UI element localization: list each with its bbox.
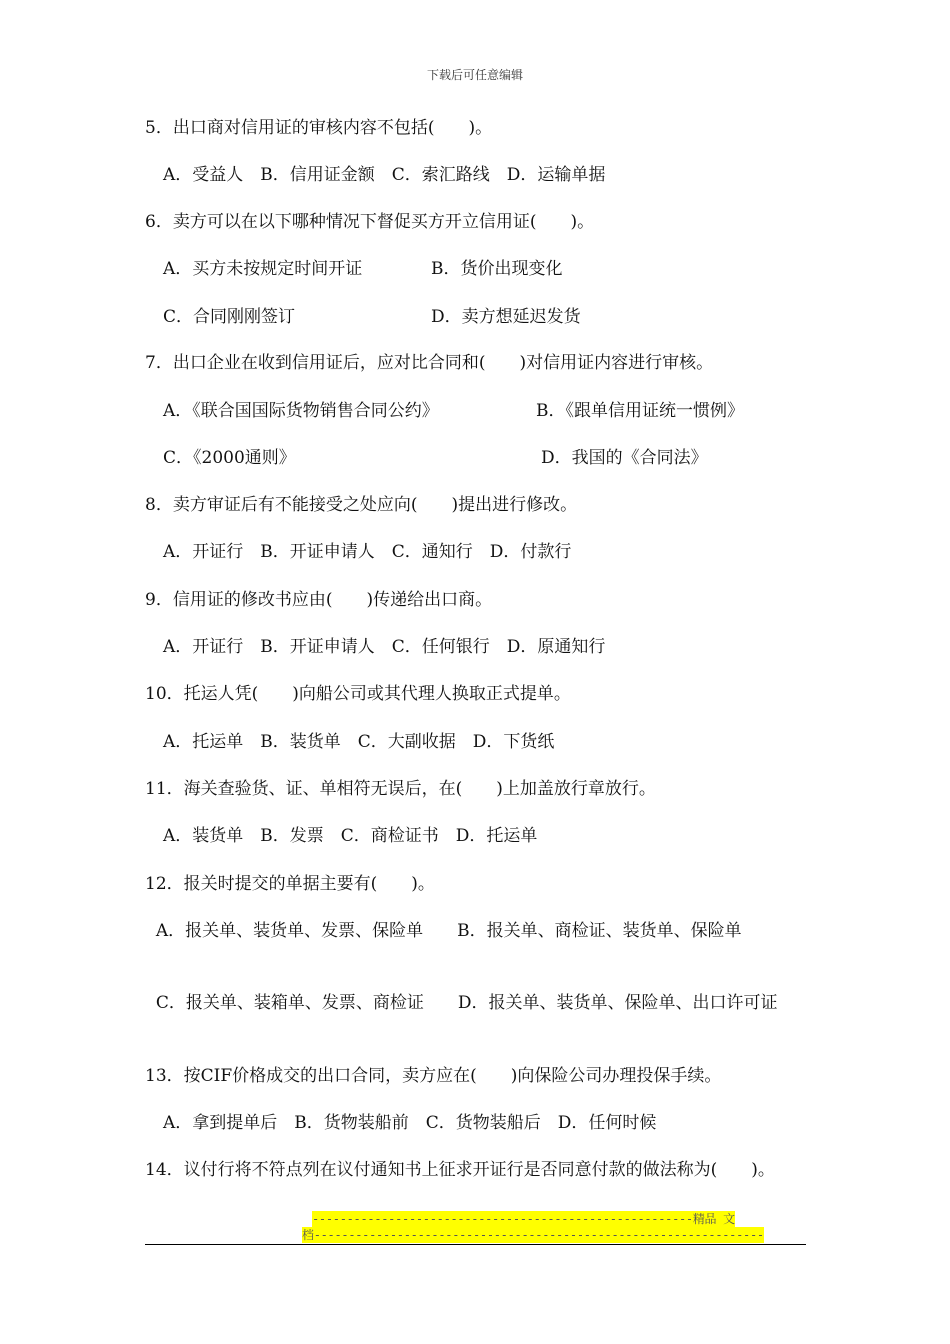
question-6-option-b: B．货价出现变化 (431, 259, 563, 279)
question-10-options: A．托运单 B．装货单 C．大副收据 D．下货纸 (163, 732, 555, 752)
question-7-option-a: A．《联合国国际货物销售合同公约》 (163, 401, 439, 421)
question-11-options: A．装货单 B．发票 C．商检证书 D．托运单 (163, 826, 538, 846)
question-14-stem: 14．议付行将不符点列在议付通知书上征求开证行是否同意付款的做法称为( )。 (145, 1160, 775, 1180)
footer-divider (145, 1244, 806, 1245)
question-7-stem: 7．出口企业在收到信用证后，应对比合同和( )对信用证内容进行审核。 (145, 353, 714, 373)
question-12-options-cd: C．报关单、装箱单、发票、商检证 D．报关单、装货单、保险单、出口许可证 (145, 993, 778, 1013)
question-9-options: A．开证行 B．开证申请人 C．任何银行 D．原通知行 (163, 637, 606, 657)
footer-watermark-line-1: -------------------------------------------------------精品 文 (312, 1212, 735, 1226)
question-12-options-ab: A．报关单、装货单、发票、保险单 B．报关单、商检证、装货单、保险单 (145, 921, 742, 941)
question-7-option-c: C．《2000通则》 (163, 448, 296, 468)
question-8-stem: 8．卖方审证后有不能接受之处应向( )提出进行修改。 (145, 495, 578, 515)
question-9-stem: 9．信用证的修改书应由( )传递给出口商。 (145, 590, 493, 610)
question-5-options: A．受益人 B．信用证金额 C．索汇路线 D．运输单据 (163, 165, 606, 185)
question-12-stem: 12．报关时提交的单据主要有( )。 (145, 874, 435, 894)
question-7-option-d: D．我国的《合同法》 (541, 448, 708, 468)
footer-watermark-line-2: 档----------------------------------------------------------------- (302, 1228, 764, 1242)
question-11-stem: 11．海关查验货、证、单相符无误后，在( )上加盖放行章放行。 (145, 779, 656, 799)
question-13-options: A．拿到提单后 B．货物装船前 C．货物装船后 D．任何时候 (163, 1113, 657, 1133)
question-7-option-b: B．《跟单信用证统一惯例》 (536, 401, 744, 421)
question-6-option-c: C．合同刚刚签订 (163, 307, 296, 327)
question-6-option-a: A．买方未按规定时间开证 (163, 259, 363, 279)
question-8-options: A．开证行 B．开证申请人 C．通知行 D．付款行 (163, 542, 572, 562)
question-10-stem: 10．托运人凭( )向船公司或其代理人换取正式提单。 (145, 684, 571, 704)
page-header: 下载后可任意编辑 (426, 68, 523, 82)
question-6-stem: 6．卖方可以在以下哪种情况下督促买方开立信用证( )。 (145, 212, 595, 232)
question-6-option-d: D．卖方想延迟发货 (431, 307, 581, 327)
question-5-stem: 5．出口商对信用证的审核内容不包括( )。 (145, 118, 493, 138)
question-13-stem: 13．按CIF价格成交的出口合同，卖方应在( )向保险公司办理投保手续。 (145, 1066, 722, 1086)
